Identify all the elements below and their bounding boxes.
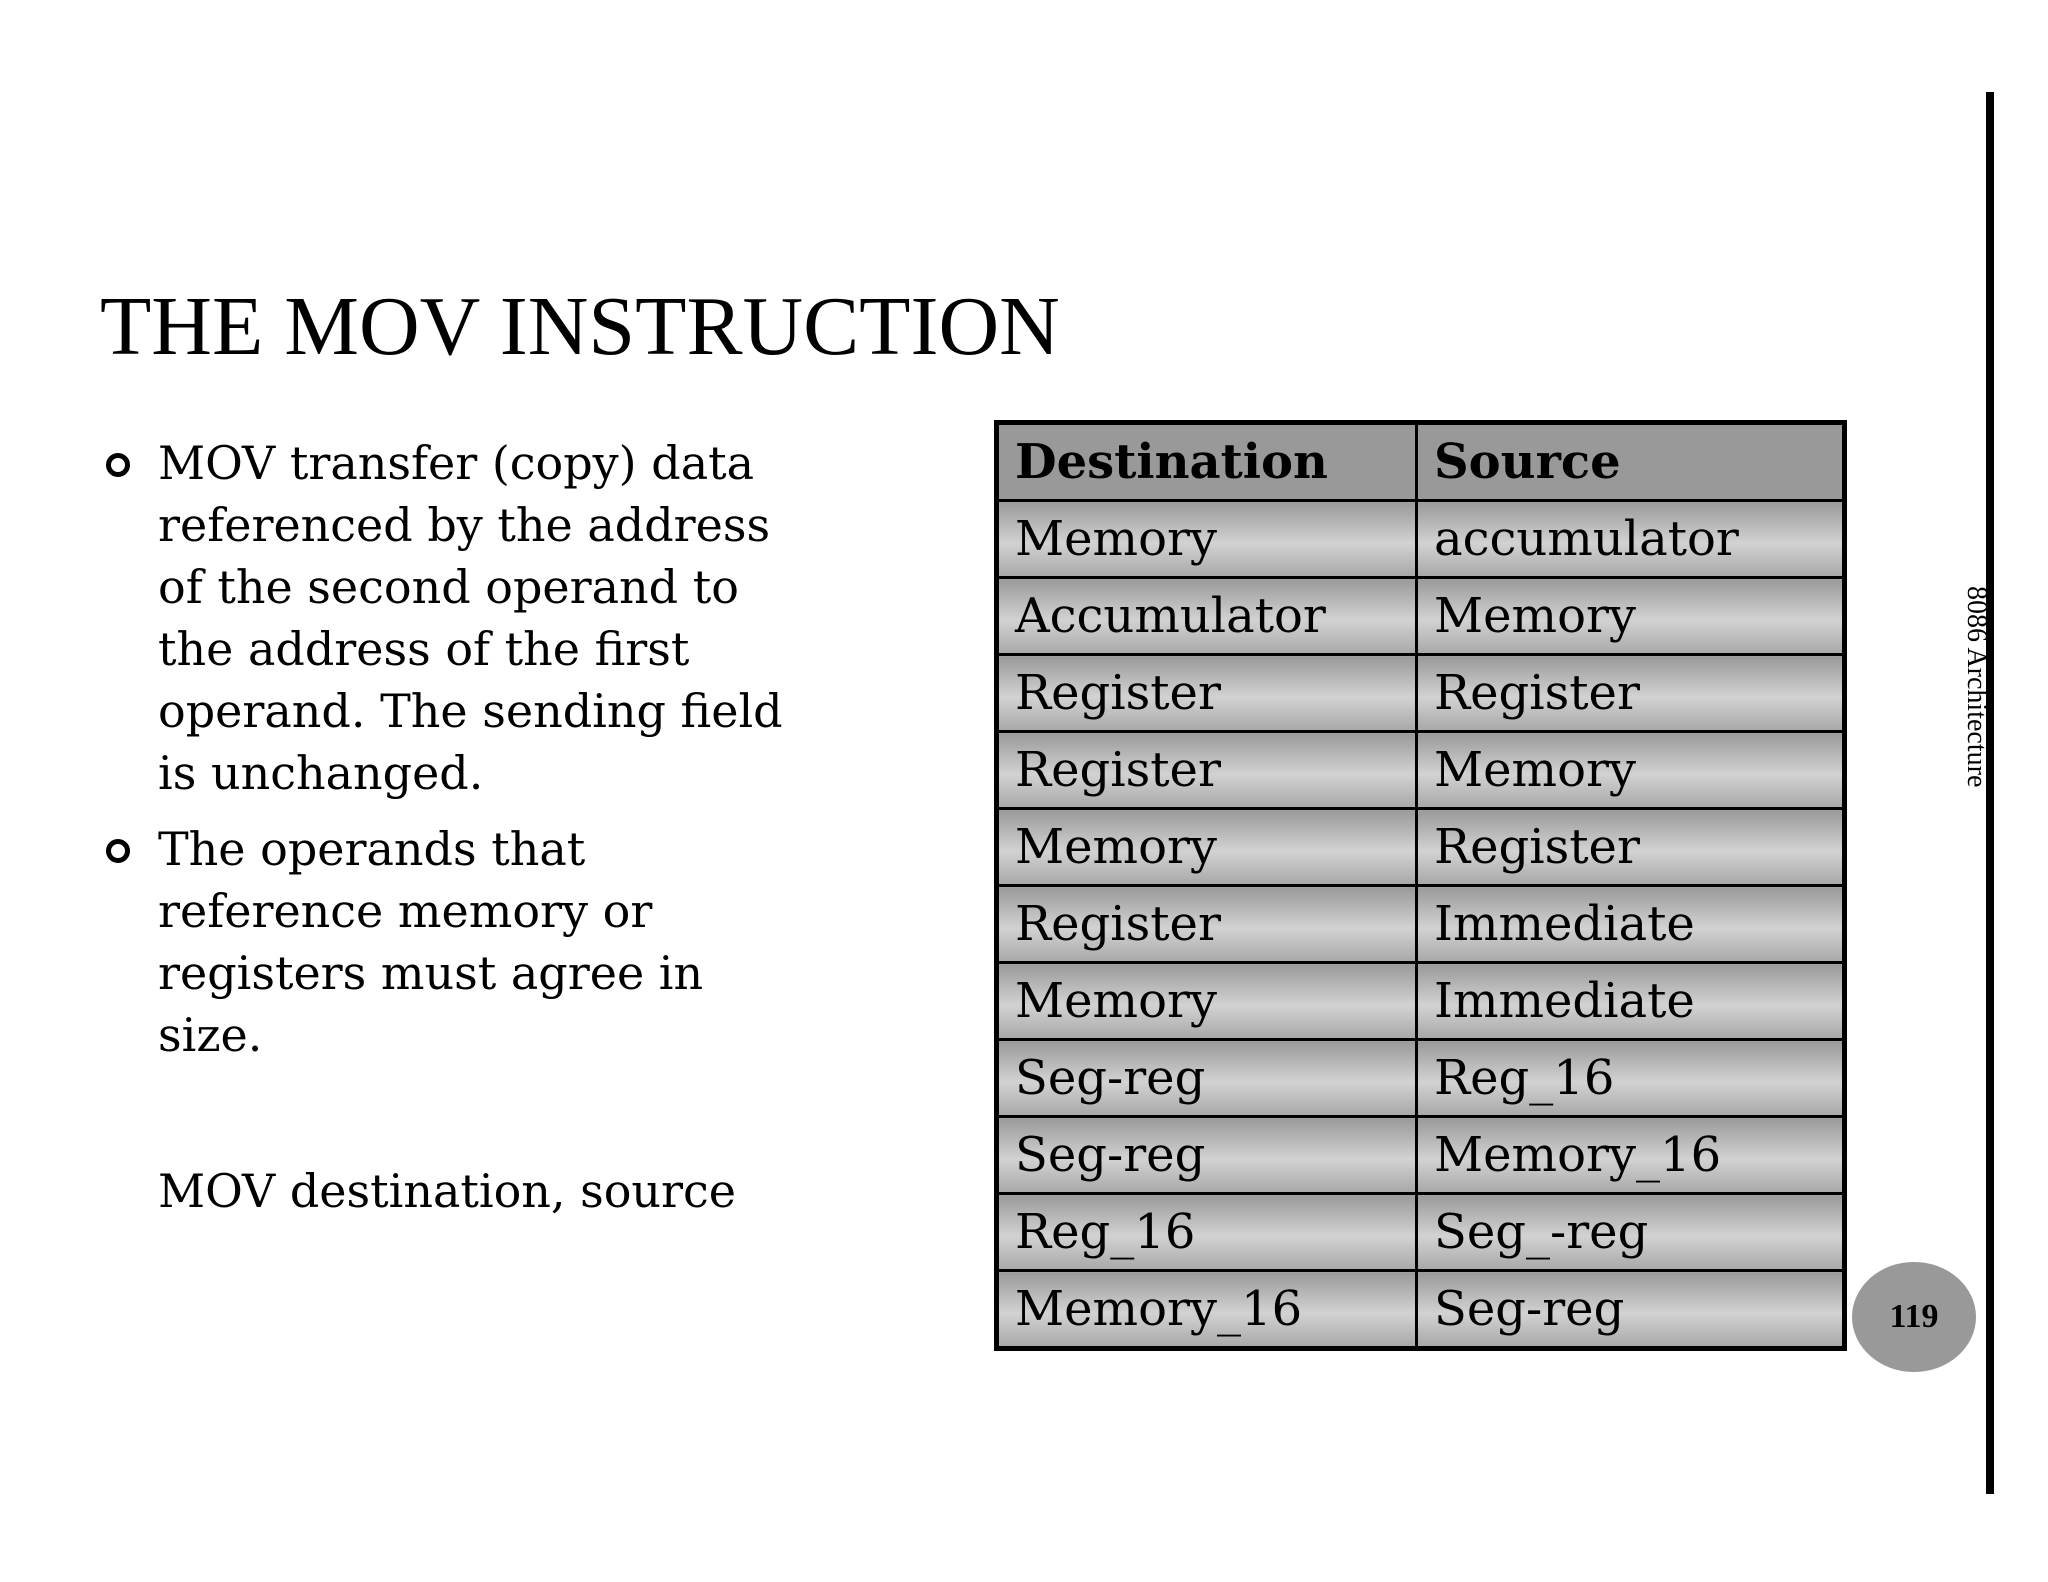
cell-source: Memory_16 — [1417, 1117, 1845, 1194]
cell-source: Immediate — [1417, 886, 1845, 963]
table-row — [997, 578, 1845, 655]
page-number: 119 — [1889, 1298, 1939, 1335]
cell-destination: Register — [997, 732, 1417, 809]
bullet-list — [100, 432, 800, 1080]
cell-destination: Reg_16 — [997, 1194, 1417, 1271]
header-destination: Destination — [997, 423, 1417, 501]
bullet-text: The operands that reference memory or registers must agree in size. — [158, 822, 704, 1062]
table-row — [997, 732, 1845, 809]
bullet-item — [100, 432, 800, 804]
cell-destination: Register — [997, 655, 1417, 732]
cell-source: Memory — [1417, 578, 1845, 655]
cell-destination: Memory — [997, 501, 1417, 578]
cell-source: Memory — [1417, 732, 1845, 809]
bullet-circle-icon — [106, 453, 130, 477]
side-label: 8086 Architecture — [1961, 586, 1992, 788]
table-row — [997, 963, 1845, 1040]
header-source: Source — [1417, 423, 1845, 501]
cell-source: Seg_-reg — [1417, 1194, 1845, 1271]
cell-source: Register — [1417, 655, 1845, 732]
page-number-badge — [1852, 1262, 1976, 1372]
cell-destination: Seg-reg — [997, 1117, 1417, 1194]
table-row — [997, 886, 1845, 963]
bullet-text: MOV transfer (copy) data referenced by the address of the second operand to the address of the first operand. The sending field is unchanged. — [158, 436, 783, 800]
cell-source: Seg-reg — [1417, 1271, 1845, 1349]
cell-source: Register — [1417, 809, 1845, 886]
cell-destination: Register — [997, 886, 1417, 963]
cell-destination: Accumulator — [997, 578, 1417, 655]
table-row — [997, 1194, 1845, 1271]
cell-destination: Seg-reg — [997, 1040, 1417, 1117]
table-row — [997, 655, 1845, 732]
cell-source: Reg_16 — [1417, 1040, 1845, 1117]
table-row — [997, 809, 1845, 886]
table-row — [997, 1117, 1845, 1194]
cell-source: Immediate — [1417, 963, 1845, 1040]
table-row — [997, 501, 1845, 578]
table-row — [997, 1271, 1845, 1349]
cell-destination: Memory_16 — [997, 1271, 1417, 1349]
bullet-item — [100, 818, 800, 1066]
cell-source: accumulator — [1417, 501, 1845, 578]
slide-title: THE MOV INSTRUCTION — [100, 280, 1060, 373]
right-vertical-rule — [1986, 92, 1994, 1494]
mov-syntax: MOV destination, source — [158, 1164, 737, 1218]
mov-operand-table — [994, 420, 1847, 1351]
bullet-circle-icon — [106, 839, 130, 863]
cell-destination: Memory — [997, 809, 1417, 886]
cell-destination: Memory — [997, 963, 1417, 1040]
table-row — [997, 1040, 1845, 1117]
table-header-row — [997, 423, 1845, 501]
